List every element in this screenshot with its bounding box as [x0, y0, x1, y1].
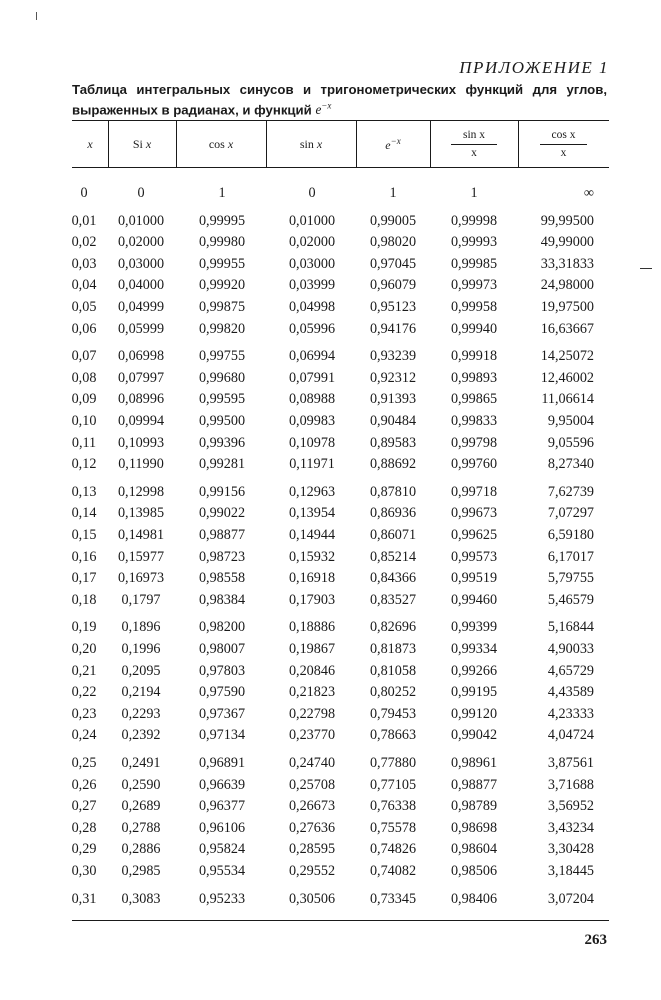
cell-si: 0,13985	[117, 505, 165, 522]
cell-exp: 0,76338	[369, 798, 417, 815]
cell-x: 0,28	[71, 819, 97, 836]
column-header-exp-pow: −x	[390, 135, 401, 146]
cell-sin: 0,15932	[288, 548, 336, 565]
cell-si: 0,07997	[117, 369, 165, 386]
cell-sin: 0,22798	[288, 705, 336, 722]
cell-si: 0,2985	[121, 863, 161, 879]
cell-si: 0,08996	[117, 391, 165, 408]
cell-cosx-over-x: 16,63667	[540, 320, 594, 337]
cell-cos: 0,98558	[198, 570, 246, 587]
column-header-exp-base: e	[385, 137, 391, 152]
cell-cos: 0,99022	[198, 505, 246, 522]
cell-sinx-over-x: 0,99918	[450, 348, 498, 365]
cell-sin: 0,04998	[288, 299, 336, 315]
cell-x: 0,30	[71, 863, 97, 879]
cell-x: 0,04	[71, 277, 97, 294]
cell-si: 0,16973	[117, 570, 165, 587]
cell-exp: 0,91393	[369, 391, 417, 408]
cell-exp: 0,97045	[369, 255, 417, 272]
cell-sinx-over-x: 0,98604	[450, 841, 498, 858]
cell-sinx-over-x: 0,99195	[450, 684, 498, 701]
cell-si: 0,10993	[117, 434, 165, 451]
cell-exp: 0,95123	[369, 299, 417, 315]
cell-cosx-over-x: 5,16844	[547, 619, 594, 636]
cell-sinx-over-x: 0,99833	[450, 413, 498, 429]
cell-exp: 0,80252	[369, 684, 417, 701]
cell-sin: 0,08988	[288, 391, 336, 408]
cell-cosx-over-x: 9,05596	[547, 434, 594, 451]
cell-cos: 0,99595	[198, 391, 246, 408]
cell-cos: 0,99680	[198, 369, 246, 386]
fraction	[540, 128, 588, 161]
cell-cos: 0,99980	[198, 234, 246, 251]
cell-exp: 0,84366	[369, 570, 417, 587]
cell-cos: 0,99820	[198, 320, 246, 337]
cell-sin: 0,06994	[288, 348, 336, 365]
table-caption	[72, 82, 607, 118]
cell-x: 0,29	[71, 841, 97, 858]
column-header-x-label: x	[87, 136, 93, 151]
cell-sinx-over-x: 0,99985	[450, 255, 498, 272]
column-header-cos	[176, 121, 266, 167]
cell-sin: 0,02000	[288, 234, 336, 251]
cell-x: 0,16	[71, 548, 97, 565]
cell-sinx-over-x: 0,98877	[450, 776, 498, 793]
cell-x: 0,22	[71, 684, 97, 701]
cell-exp: 0,89583	[369, 434, 417, 451]
cell-x: 0,03	[71, 255, 97, 272]
cell-exp: 0,81873	[369, 641, 417, 657]
cell-cos: 0,99500	[198, 413, 246, 429]
column-header-x	[72, 121, 108, 167]
cell-cosx-over-x: 4,90033	[547, 641, 594, 657]
cell-exp: 0,77880	[369, 755, 417, 771]
cell-exp: 0,86071	[369, 527, 417, 543]
cell-cos: 0,99920	[198, 277, 246, 294]
cell-exp: 0,87810	[369, 483, 417, 500]
cell-cosx-over-x: 5,79755	[547, 570, 594, 587]
cell-cos: 0,98007	[198, 641, 246, 657]
cell-cos: 0,97803	[198, 662, 246, 679]
cell-exp: 0,86936	[369, 505, 417, 522]
cell-x: 0,07	[71, 348, 97, 365]
cell-exp: 0,94176	[369, 320, 417, 337]
cell-sin: 0,23770	[288, 727, 336, 744]
cell-cos: 0,96377	[198, 798, 246, 815]
fraction	[451, 128, 497, 161]
cell-exp: 0,75578	[369, 819, 417, 836]
cell-cosx-over-x: 3,56952	[547, 798, 594, 815]
cell-si: 0,2392	[121, 727, 161, 744]
cell-exp: 0,78663	[369, 727, 417, 744]
cell-cosx-over-x: 12,46002	[540, 369, 594, 386]
cell-exp: 0,93239	[369, 348, 417, 365]
column-header-cos-prefix: cos	[208, 136, 225, 151]
cell-cosx-over-x: 9,95004	[547, 413, 594, 429]
cell-cosx-over-x: 4,65729	[547, 662, 594, 679]
cell-cosx-over-x: 7,62739	[547, 483, 594, 500]
cell-x: 0,13	[71, 483, 97, 500]
cell-sin: 0,05996	[288, 320, 336, 337]
cell-exp: 0,73345	[369, 890, 417, 907]
cell-si: 0,04000	[117, 277, 165, 294]
cell-sin: 0,28595	[288, 841, 336, 858]
cell-sin: 0,19867	[288, 641, 336, 657]
cell-sin: 0,16918	[288, 570, 336, 587]
cell-x: 0,08	[71, 369, 97, 386]
cell-sinx-over-x: 0,98698	[450, 819, 498, 836]
cell-x: 0,20	[71, 641, 97, 657]
cell-cos: 0,99995	[198, 212, 246, 229]
cell-cosx-over-x: 5,46579	[547, 591, 594, 608]
cell-cos: 0,97367	[198, 705, 246, 722]
cell-sin: 0,07991	[288, 369, 336, 386]
cell-cos: 0,99156	[198, 483, 246, 500]
cell-sin: 0,24740	[288, 755, 336, 771]
cell-sinx-over-x: 0,99718	[450, 483, 498, 500]
cell-si: 0,12998	[117, 483, 165, 500]
cell-sin: 0,30506	[288, 890, 336, 907]
cell-exp: 0,82696	[369, 619, 417, 636]
caption-func-exp: −x	[321, 101, 332, 111]
fraction-denominator: x	[560, 146, 567, 159]
cell-x: 0,10	[71, 413, 97, 429]
cell-x: 0,09	[71, 391, 97, 408]
cell-cosx-over-x: 99,99500	[540, 212, 594, 229]
cell-sinx-over-x: 0,99940	[450, 320, 498, 337]
cell-sin: 0,17903	[288, 591, 336, 608]
cell-x: 0,01	[71, 212, 97, 229]
cell-sin: 0	[308, 185, 316, 201]
page-number: 263	[584, 932, 607, 948]
cell-x: 0	[80, 185, 88, 201]
cell-sin: 0,13954	[288, 505, 336, 522]
cell-sinx-over-x: 0,99798	[450, 434, 498, 451]
cell-cos: 0,99281	[198, 456, 246, 473]
cell-cos: 0,96106	[198, 819, 246, 836]
cell-si: 0,1996	[121, 641, 161, 657]
cell-exp: 1	[389, 185, 397, 201]
cell-exp: 0,74826	[369, 841, 417, 858]
cell-si: 0,11990	[118, 456, 164, 473]
cell-sinx-over-x: 0,99893	[450, 369, 498, 386]
cell-sinx-over-x: 1	[470, 185, 478, 201]
cell-sinx-over-x: 0,99519	[450, 570, 498, 587]
cell-si: 0,2689	[121, 798, 161, 815]
cell-sinx-over-x: 0,98961	[450, 755, 498, 771]
cell-x: 0,02	[71, 234, 97, 251]
cell-si: 0,01000	[117, 212, 165, 229]
column-header-exp	[356, 121, 430, 167]
cell-exp: 0,92312	[369, 369, 417, 386]
cell-cos: 0,95534	[198, 863, 246, 879]
cell-cosx-over-x: 7,07297	[547, 505, 594, 522]
cell-si: 0,2194	[121, 684, 161, 701]
cell-sin: 0,10978	[288, 434, 336, 451]
cell-cos: 0,99955	[198, 255, 246, 272]
cell-si: 0,3083	[121, 890, 161, 907]
cell-cosx-over-x: 33,31833	[540, 255, 594, 272]
cell-sin: 0,18886	[288, 619, 336, 636]
cell-x: 0,14	[71, 505, 97, 522]
cell-si: 0,09994	[117, 413, 165, 429]
cell-si: 0,2095	[121, 662, 161, 679]
column-header-cosx-over-x	[518, 121, 609, 167]
cell-si: 0,2886	[121, 841, 161, 858]
cell-cos: 1	[218, 185, 226, 201]
cell-si: 0	[137, 185, 145, 201]
cell-sinx-over-x: 0,99573	[450, 548, 498, 565]
cell-sin: 0,26673	[288, 798, 336, 815]
cell-sin: 0,27636	[288, 819, 336, 836]
cell-sinx-over-x: 0,99334	[450, 641, 498, 657]
cell-x: 0,12	[71, 456, 97, 473]
cell-sinx-over-x: 0,99399	[450, 619, 498, 636]
cell-cosx-over-x: 14,25072	[540, 348, 594, 365]
cell-sinx-over-x: 0,99998	[450, 212, 498, 229]
cell-cosx-over-x: 3,43234	[547, 819, 594, 836]
cell-sinx-over-x: 0,99042	[450, 727, 498, 744]
table-bottom-rule	[72, 920, 609, 921]
column-header-sin-var: x	[316, 136, 323, 151]
table-header-rule	[72, 167, 609, 168]
column-header-sin-prefix: sin	[299, 136, 314, 151]
column-header-si	[108, 121, 176, 167]
cell-exp: 0,88692	[369, 456, 417, 473]
cell-si: 0,1896	[121, 619, 161, 636]
cell-x: 0,18	[71, 591, 97, 608]
cell-cos: 0,96639	[198, 776, 246, 793]
caption-func-base: e	[315, 102, 322, 118]
cell-cosx-over-x: 24,98000	[540, 277, 594, 294]
cell-si: 0,05999	[117, 320, 165, 337]
cell-cos: 0,98877	[198, 527, 246, 543]
cell-exp: 0,81058	[369, 662, 417, 679]
cell-si: 0,02000	[117, 234, 165, 251]
cell-sin: 0,14944	[288, 527, 336, 543]
cell-cosx-over-x: 3,71688	[547, 776, 594, 793]
cell-sinx-over-x: 0,99865	[450, 391, 498, 408]
cell-sin: 0,01000	[288, 212, 336, 229]
cell-sinx-over-x: 0,99973	[450, 277, 498, 294]
cell-exp: 0,99005	[369, 212, 417, 229]
cell-cosx-over-x: 4,04724	[547, 727, 594, 744]
cell-sinx-over-x: 0,99625	[450, 527, 498, 543]
cell-si: 0,04999	[117, 299, 165, 315]
column-header-si-var: x	[145, 136, 152, 151]
cell-x: 0,26	[71, 776, 97, 793]
cell-sin: 0,25708	[288, 776, 336, 793]
cell-cos: 0,98384	[198, 591, 246, 608]
cell-sinx-over-x: 0,98506	[450, 863, 498, 879]
cell-sinx-over-x: 0,99460	[450, 591, 498, 608]
column-header-exp-formula	[385, 136, 400, 153]
cell-sin: 0,11971	[289, 456, 335, 473]
cell-si: 0,2293	[121, 705, 161, 722]
cell-exp: 0,98020	[369, 234, 417, 251]
cell-cos: 0,99396	[198, 434, 246, 451]
cell-exp: 0,74082	[369, 863, 417, 879]
scan-mark	[36, 12, 37, 20]
cell-si: 0,2590	[121, 776, 161, 793]
cell-sinx-over-x: 0,99673	[450, 505, 498, 522]
cell-si: 0,2788	[121, 819, 161, 836]
cell-sinx-over-x: 0,99993	[450, 234, 498, 251]
cell-cosx-over-x: 6,59180	[547, 527, 594, 543]
caption-text: Таблица интегральных синусов и тригонометрических функций для углов, выраженных в радианах, и функций	[72, 82, 607, 118]
cell-si: 0,14981	[117, 527, 165, 543]
cell-si: 0,1797	[121, 591, 161, 608]
cell-cos: 0,98723	[198, 548, 246, 565]
cell-sinx-over-x: 0,99958	[450, 299, 498, 315]
cell-cosx-over-x: 3,30428	[547, 841, 594, 858]
cell-x: 0,06	[71, 320, 97, 337]
cell-sinx-over-x: 0,99760	[450, 456, 498, 473]
cell-sinx-over-x: 0,98406	[450, 890, 498, 907]
column-header-sinx-over-x	[430, 121, 518, 167]
cell-sin: 0,21823	[288, 684, 336, 701]
cell-sinx-over-x: 0,99120	[450, 705, 498, 722]
cell-cos: 0,97134	[198, 727, 246, 744]
cell-exp: 0,79453	[369, 705, 417, 722]
cell-cosx-over-x: 11,06614	[541, 391, 594, 408]
caption-function	[315, 102, 331, 117]
column-header-si-prefix: Si	[132, 136, 143, 151]
cell-cosx-over-x: 49,99000	[540, 234, 594, 251]
cell-sin: 0,03999	[288, 277, 336, 294]
cell-sin: 0,09983	[288, 413, 336, 429]
cell-x: 0,27	[71, 798, 97, 815]
margin-dash	[640, 268, 652, 269]
cell-cosx-over-x: 4,23333	[547, 705, 594, 722]
cell-exp: 0,90484	[369, 413, 417, 429]
fraction-denominator: x	[471, 146, 477, 159]
cell-cosx-over-x: 6,17017	[547, 548, 594, 565]
cell-si: 0,2491	[121, 755, 161, 771]
column-header-cos-var: x	[227, 136, 234, 151]
column-header-sin	[266, 121, 356, 167]
cell-x: 0,19	[71, 619, 97, 636]
fraction-numerator: sin x	[451, 128, 497, 145]
cell-cosx-over-x: 3,87561	[547, 755, 594, 771]
cell-cosx-over-x: 4,43589	[547, 684, 594, 701]
appendix-heading: ПРИЛОЖЕНИЕ 1	[459, 58, 609, 77]
cell-cosx-over-x: ∞	[583, 185, 594, 201]
cell-x: 0,17	[71, 570, 97, 587]
cell-sin: 0,20846	[288, 662, 336, 679]
cell-cos: 0,97590	[198, 684, 246, 701]
cell-x: 0,31	[71, 890, 97, 907]
cell-exp: 0,96079	[369, 277, 417, 294]
cell-cos: 0,99875	[198, 299, 246, 315]
cell-sinx-over-x: 0,98789	[450, 798, 498, 815]
cell-si: 0,03000	[117, 255, 165, 272]
cell-cosx-over-x: 3,18445	[547, 863, 594, 879]
cell-x: 0,21	[71, 662, 97, 679]
cell-exp: 0,83527	[369, 591, 417, 608]
cell-cosx-over-x: 8,27340	[547, 456, 594, 473]
cell-cos: 0,95824	[198, 841, 246, 858]
cell-exp: 0,77105	[369, 776, 417, 793]
cell-sinx-over-x: 0,99266	[450, 662, 498, 679]
cell-si: 0,15977	[117, 548, 165, 565]
cell-cosx-over-x: 19,97500	[540, 299, 594, 315]
cell-cos: 0,98200	[198, 619, 246, 636]
cell-sin: 0,03000	[288, 255, 336, 272]
cell-x: 0,15	[71, 527, 97, 543]
cell-cos: 0,95233	[198, 890, 246, 907]
fraction-numerator: cos x	[540, 128, 588, 145]
cell-exp: 0,85214	[369, 548, 417, 565]
cell-cos: 0,99755	[198, 348, 246, 365]
cell-cosx-over-x: 3,07204	[547, 890, 594, 907]
cell-cos: 0,96891	[198, 755, 246, 771]
cell-x: 0,23	[71, 705, 97, 722]
cell-sin: 0,12963	[288, 483, 336, 500]
cell-x: 0,05	[71, 299, 97, 315]
cell-x: 0,25	[71, 755, 97, 771]
cell-x: 0,11	[71, 434, 97, 451]
cell-sin: 0,29552	[288, 863, 336, 879]
cell-x: 0,24	[71, 727, 97, 744]
cell-si: 0,06998	[117, 348, 165, 365]
